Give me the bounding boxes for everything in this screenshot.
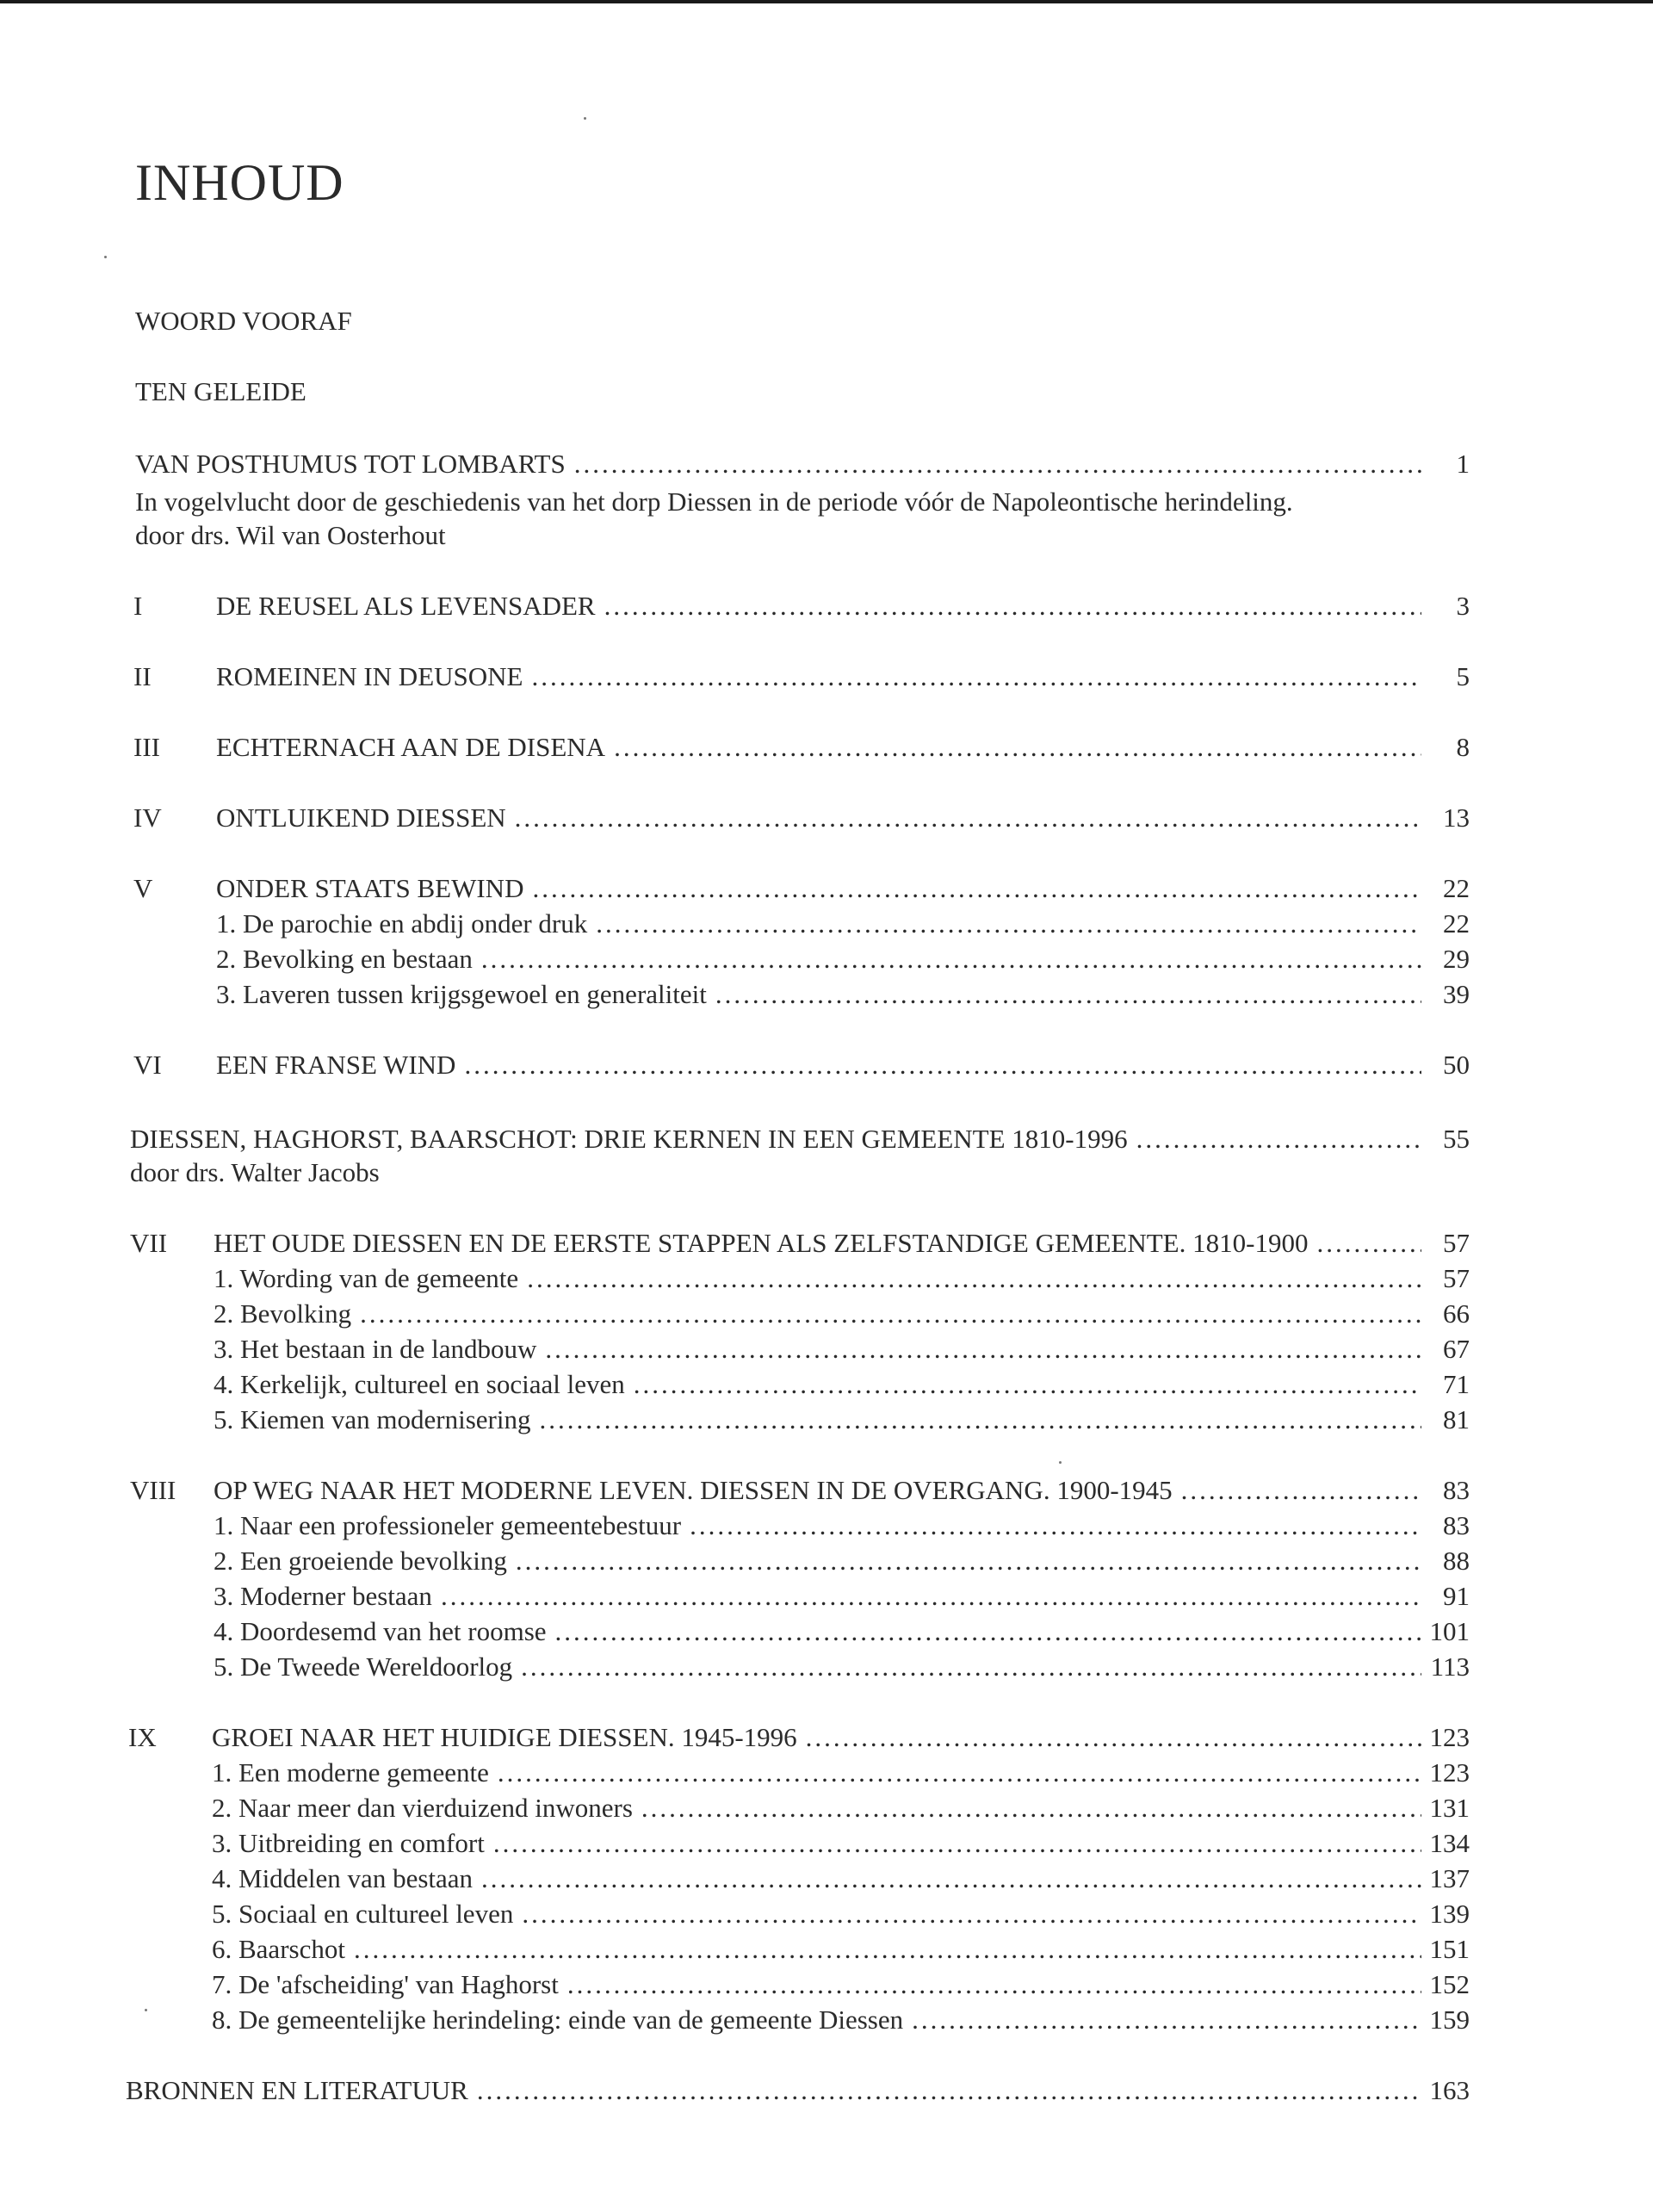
toc-entry-section — [214, 1653, 1470, 1680]
leader-dots — [523, 875, 1421, 902]
toc-page: 57 — [1443, 1228, 1470, 1258]
toc-entry-chapter — [216, 1051, 1470, 1078]
leader-dots — [566, 450, 1421, 477]
toc-entry-section — [216, 945, 1470, 972]
leader-dots — [351, 1300, 1421, 1327]
toc-entry-section — [214, 1335, 1470, 1362]
scan-speck — [145, 2009, 147, 2011]
toc-entry-section — [214, 1583, 1470, 1609]
chapter-number: III — [133, 732, 160, 762]
toc-title: ROMEINEN IN DEUSONE — [216, 661, 523, 691]
leader-dots — [625, 1371, 1421, 1397]
toc-entry-section — [214, 1618, 1470, 1645]
chapter-number: I — [133, 591, 143, 621]
toc-entry-chapter — [214, 1477, 1470, 1503]
chapter-number: VIII — [130, 1475, 176, 1505]
toc-title: 2. Bevolking en bestaan — [216, 944, 473, 974]
toc-page: 88 — [1443, 1546, 1470, 1576]
toc-page: 22 — [1443, 873, 1470, 903]
toc-title: 3. Moderner bestaan — [214, 1581, 432, 1611]
part1-author: door drs. Wil van Oosterhout — [135, 520, 446, 550]
toc-title: 7. De 'afscheiding' van Haghorst — [212, 1969, 559, 1999]
toc-entry-section — [212, 1865, 1470, 1892]
toc-page: 29 — [1443, 944, 1470, 974]
toc-page: 81 — [1443, 1404, 1470, 1434]
leader-dots — [559, 1971, 1421, 1998]
toc-page: 123 — [1429, 1722, 1470, 1752]
leader-dots — [455, 1051, 1421, 1078]
toc-page: 137 — [1429, 1863, 1470, 1893]
toc-title: 5. Kiemen van modernisering — [214, 1404, 531, 1434]
toc-title: 4. Middelen van bestaan — [212, 1863, 474, 1893]
toc-page: 66 — [1443, 1298, 1470, 1329]
toc-title: 2. Een groeiende bevolking — [214, 1546, 507, 1576]
leader-dots — [432, 1583, 1421, 1609]
part1-subtitle: In vogelvlucht door de geschiedenis van het dorp Diessen in de periode vóór de Napoleontische herindeling. — [135, 486, 1293, 517]
toc-page: 123 — [1429, 1757, 1470, 1788]
leader-dots — [1128, 1125, 1421, 1152]
toc-page: 101 — [1429, 1616, 1470, 1646]
scan-speck — [1059, 1461, 1062, 1464]
toc-title: OP WEG NAAR HET MODERNE LEVEN. DIESSEN IN DE OVERGANG. 1900-1945 — [214, 1475, 1173, 1505]
toc-title: ECHTERNACH AAN DE DISENA — [216, 732, 606, 762]
toc-page: 50 — [1443, 1050, 1470, 1080]
front-matter-ten-geleide: TEN GELEIDE — [135, 376, 306, 406]
chapter-number: VII — [130, 1228, 168, 1258]
toc-title: ONTLUIKEND DIESSEN — [216, 802, 506, 833]
toc-page: 134 — [1429, 1828, 1470, 1858]
leader-dots — [587, 910, 1421, 937]
toc-page: 67 — [1443, 1334, 1470, 1364]
toc-entry-section — [216, 910, 1470, 937]
chapter-number: II — [133, 661, 152, 691]
toc-entry-chapter — [214, 1230, 1470, 1256]
toc-entry-section — [214, 1547, 1470, 1574]
toc-entry-section — [212, 1971, 1470, 1998]
toc-title: VAN POSTHUMUS TOT LOMBARTS — [135, 449, 566, 479]
toc-entry-section — [212, 1830, 1470, 1856]
toc-page: 13 — [1443, 802, 1470, 833]
toc-page: 3 — [1456, 591, 1470, 621]
toc-page: 57 — [1443, 1263, 1470, 1293]
leader-dots — [485, 1830, 1421, 1856]
toc-entry-chapter — [212, 1724, 1470, 1750]
toc-entry-section — [214, 1265, 1470, 1292]
toc-entry-section — [212, 1759, 1470, 1786]
toc-entry-section — [214, 1300, 1470, 1327]
toc-title: 6. Baarschot — [212, 1934, 345, 1964]
toc-page: 8 — [1456, 732, 1470, 762]
scan-top-edge — [0, 0, 1653, 3]
toc-title: DIESSEN, HAGHORST, BAARSCHOT: DRIE KERNEN IN EEN GEMEENTE 1810-1996 — [130, 1124, 1128, 1154]
leader-dots — [506, 804, 1421, 831]
toc-entry-chapter — [216, 875, 1470, 902]
leader-dots — [536, 1335, 1421, 1362]
toc-page: 5 — [1456, 661, 1470, 691]
toc-page: 159 — [1429, 2004, 1470, 2035]
leader-dots — [596, 592, 1421, 619]
toc-page: 131 — [1429, 1793, 1470, 1823]
leader-dots — [1173, 1477, 1421, 1503]
toc-title: EEN FRANSE WIND — [216, 1050, 456, 1080]
toc-entry-section — [212, 1794, 1470, 1821]
leader-dots — [530, 1406, 1421, 1433]
leader-dots — [523, 663, 1421, 690]
toc-entry-section — [212, 1900, 1470, 1927]
toc-title: 2. Naar meer dan vierduizend inwoners — [212, 1793, 633, 1823]
toc-page: 1 — [1456, 449, 1470, 479]
leader-dots — [518, 1265, 1421, 1292]
leader-dots — [633, 1794, 1421, 1821]
leader-dots — [507, 1547, 1421, 1574]
leader-dots — [547, 1618, 1421, 1645]
leader-dots — [707, 981, 1421, 1007]
toc-page: 91 — [1443, 1581, 1470, 1611]
toc-entry-section — [214, 1512, 1470, 1539]
leader-dots — [681, 1512, 1421, 1539]
toc-entry-section — [214, 1371, 1470, 1397]
leader-dots — [473, 945, 1421, 972]
toc-page: 71 — [1443, 1369, 1470, 1399]
toc-page: 22 — [1443, 908, 1470, 939]
front-matter-woord-vooraf: WOORD VOORAF — [135, 306, 352, 336]
leader-dots — [1308, 1230, 1421, 1256]
toc-title: 3. Laveren tussen krijgsgewoel en generaliteit — [216, 979, 707, 1009]
toc-entry-part1 — [135, 450, 1470, 477]
toc-title: 8. De gemeentelijke herindeling: einde van de gemeente Diessen — [212, 2004, 904, 2035]
page-title: INHOUD — [135, 154, 344, 211]
toc-page: 163 — [1429, 2075, 1470, 2105]
scan-speck — [584, 117, 586, 120]
chapter-number: VI — [133, 1050, 162, 1080]
toc-page: 39 — [1443, 979, 1470, 1009]
leader-dots — [489, 1759, 1421, 1786]
leader-dots — [797, 1724, 1421, 1750]
toc-title: 4. Doordesemd van het roomse — [214, 1616, 547, 1646]
toc-entry-back-matter — [126, 2077, 1470, 2104]
leader-dots — [605, 734, 1421, 760]
toc-title: 3. Het bestaan in de landbouw — [214, 1334, 537, 1364]
leader-dots — [512, 1653, 1421, 1680]
toc-title: 1. Wording van de gemeente — [214, 1263, 519, 1293]
toc-page: 139 — [1429, 1899, 1470, 1929]
chapter-number: V — [133, 873, 153, 903]
leader-dots — [468, 2077, 1421, 2104]
chapter-number: IX — [128, 1722, 157, 1752]
toc-entry-chapter — [216, 804, 1470, 831]
toc-page: 83 — [1443, 1475, 1470, 1505]
toc-entry-section — [216, 981, 1470, 1007]
toc-entry-chapter — [216, 663, 1470, 690]
toc-entry-part2 — [130, 1125, 1470, 1152]
toc-title: 1. Een moderne gemeente — [212, 1757, 489, 1788]
scan-speck — [104, 256, 107, 258]
toc-page: 83 — [1443, 1510, 1470, 1540]
toc-entry-section — [212, 2006, 1470, 2033]
leader-dots — [473, 1865, 1421, 1892]
toc-title: DE REUSEL ALS LEVENSADER — [216, 591, 596, 621]
toc-entry-section — [212, 1936, 1470, 1962]
part2-author: door drs. Walter Jacobs — [130, 1157, 380, 1187]
toc-title: 4. Kerkelijk, cultureel en sociaal leven — [214, 1369, 625, 1399]
leader-dots — [903, 2006, 1421, 2033]
toc-title: 1. Naar een professioneler gemeentebestuur — [214, 1510, 682, 1540]
toc-title: 5. De Tweede Wereldoorlog — [214, 1651, 513, 1682]
leader-dots — [513, 1900, 1421, 1927]
toc-title: 2. Bevolking — [214, 1298, 352, 1329]
chapter-number: IV — [133, 802, 162, 833]
leader-dots — [345, 1936, 1421, 1962]
toc-entry-section — [214, 1406, 1470, 1433]
toc-title: ONDER STAATS BEWIND — [216, 873, 524, 903]
toc-page: 152 — [1429, 1969, 1470, 1999]
toc-page: 151 — [1429, 1934, 1470, 1964]
toc-entry-chapter — [216, 592, 1470, 619]
toc-page: 113 — [1430, 1651, 1470, 1682]
toc-title: GROEI NAAR HET HUIDIGE DIESSEN. 1945-1996 — [212, 1722, 797, 1752]
toc-title: 5. Sociaal en cultureel leven — [212, 1899, 514, 1929]
toc-page: 55 — [1443, 1124, 1470, 1154]
toc-title: HET OUDE DIESSEN EN DE EERSTE STAPPEN ALS ZELFSTANDIGE GEMEENTE. 1810-1900 — [214, 1228, 1309, 1258]
toc-title: 1. De parochie en abdij onder druk — [216, 908, 588, 939]
toc-title: BRONNEN EN LITERATUUR — [126, 2075, 468, 2105]
toc-entry-chapter — [216, 734, 1470, 760]
toc-title: 3. Uitbreiding en comfort — [212, 1828, 485, 1858]
